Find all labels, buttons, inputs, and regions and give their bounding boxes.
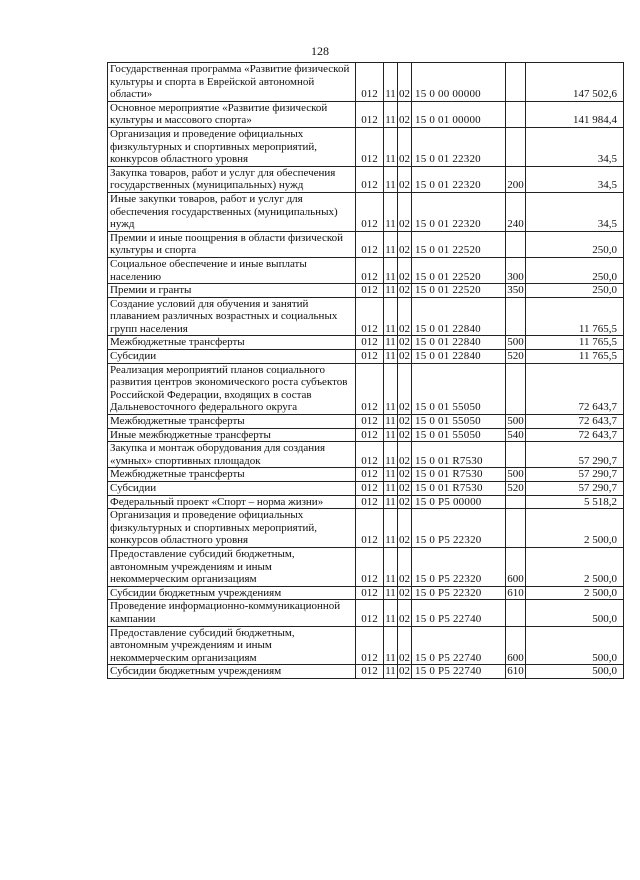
table-row — [108, 166, 624, 192]
expense-type-cell — [506, 363, 526, 414]
target-article-cell: 15 0 01 22320 — [412, 192, 506, 231]
section-code-cell: 11 — [385, 336, 396, 349]
row-name-cell: Субсидии бюджетным учреждениям — [108, 665, 356, 679]
grbs-code-cell: 012 — [356, 257, 384, 283]
section-code-cell: 11 — [384, 63, 398, 102]
expense-type-cell: 600 — [506, 547, 526, 586]
expense-type-cell: 500 — [507, 468, 524, 481]
amount-cell: 34,5 — [526, 192, 624, 231]
grbs-code-cell: 012 — [356, 428, 384, 442]
row-name-cell: Межбюджетные трансферты — [108, 468, 356, 482]
target-article-cell: 15 0 P5 22740 — [412, 600, 506, 626]
expense-type-cell — [506, 495, 526, 509]
row-name-cell: Субсидии — [108, 482, 356, 496]
table-row — [108, 415, 624, 429]
amount-cell: 141 984,4 — [526, 101, 624, 127]
amount-cell: 72 643,7 — [526, 415, 624, 429]
target-article-cell: 15 0 01 55050 — [412, 428, 506, 442]
grbs-code-cell: 012 — [356, 415, 384, 429]
expense-type-cell — [506, 63, 526, 102]
target-article-cell: 15 0 01 22840 — [412, 350, 506, 364]
table-row — [108, 442, 624, 468]
expense-type-cell: 350 — [507, 284, 524, 297]
table-row — [108, 257, 624, 283]
row-name-cell: Предоставление субсидий бюджетным, автономным учреждениям и иным некоммерческим организациям — [108, 626, 356, 665]
grbs-code-cell: 012 — [356, 547, 384, 586]
row-name-cell: Федеральный проект «Спорт – норма жизни» — [108, 495, 356, 509]
subsection-code-cell: 02 — [399, 665, 410, 678]
grbs-code-cell: 012 — [356, 336, 384, 350]
amount-cell: 57 290,7 — [526, 482, 624, 496]
expense-type-cell: 600 — [506, 626, 526, 665]
target-article-cell: 15 0 01 22520 — [412, 284, 506, 298]
grbs-code-cell: 012 — [356, 166, 384, 192]
amount-cell: 250,0 — [526, 284, 624, 298]
amount-cell: 11 765,5 — [526, 297, 624, 336]
section-code-cell: 11 — [384, 547, 398, 586]
amount-cell: 72 643,7 — [526, 363, 624, 414]
table-row — [108, 495, 624, 509]
table-row — [108, 192, 624, 231]
grbs-code-cell: 012 — [356, 350, 384, 364]
row-name-cell: Государственная программа «Развитие физической культуры и спорта в Еврейской автономной области» — [108, 63, 356, 102]
target-article-cell: 15 0 01 R7530 — [412, 442, 506, 468]
subsection-code-cell: 02 — [399, 482, 410, 494]
table-row — [108, 336, 624, 350]
subsection-code-cell: 02 — [398, 63, 412, 102]
grbs-code-cell: 012 — [356, 509, 384, 548]
subsection-code-cell: 02 — [398, 297, 412, 336]
table-row — [108, 284, 624, 298]
target-article-cell: 15 0 01 22520 — [412, 257, 506, 283]
amount-cell: 500,0 — [526, 600, 624, 626]
section-code-cell: 11 — [384, 231, 398, 257]
section-code-cell: 11 — [384, 363, 398, 414]
grbs-code-cell: 012 — [356, 442, 384, 468]
section-code-cell: 11 — [385, 350, 396, 363]
section-code-cell: 11 — [385, 586, 396, 599]
grbs-code-cell: 012 — [356, 297, 384, 336]
grbs-code-cell: 012 — [356, 586, 384, 600]
table-row — [108, 468, 624, 482]
subsection-code-cell: 02 — [398, 509, 412, 548]
expense-type-cell: 240 — [506, 192, 526, 231]
row-name-cell: Основное мероприятие «Развитие физической культуры и массового спорта» — [108, 101, 356, 127]
target-article-cell: 15 0 P5 22320 — [412, 509, 506, 548]
subsection-code-cell: 02 — [399, 586, 410, 599]
amount-cell: 11 765,5 — [526, 336, 624, 350]
subsection-code-cell: 02 — [399, 468, 410, 481]
row-name-cell: Закупка и монтаж оборудования для создания «умных» спортивных площадок — [108, 442, 356, 468]
grbs-code-cell: 012 — [356, 127, 384, 166]
section-code-cell: 11 — [384, 442, 398, 468]
section-code-cell: 11 — [384, 257, 398, 283]
grbs-code-cell: 012 — [356, 468, 384, 482]
expense-type-cell — [506, 297, 526, 336]
subsection-code-cell: 02 — [399, 284, 410, 297]
target-article-cell: 15 0 P5 22320 — [412, 586, 506, 600]
row-name-cell: Организация и проведение официальных физкультурных и спортивных мероприятий, конкурсов областного уровня — [108, 509, 356, 548]
amount-cell: 72 643,7 — [526, 428, 624, 442]
target-article-cell: 15 0 01 22840 — [412, 336, 506, 350]
amount-cell: 34,5 — [526, 127, 624, 166]
expense-type-cell: 500 — [507, 415, 524, 428]
amount-cell: 500,0 — [526, 665, 624, 679]
subsection-code-cell: 02 — [399, 336, 410, 349]
amount-cell: 34,5 — [526, 166, 624, 192]
section-code-cell: 11 — [384, 127, 398, 166]
subsection-code-cell: 02 — [398, 166, 412, 192]
row-name-cell: Межбюджетные трансферты — [108, 415, 356, 429]
amount-cell: 2 500,0 — [526, 509, 624, 548]
expense-type-cell — [506, 127, 526, 166]
grbs-code-cell: 012 — [356, 626, 384, 665]
subsection-code-cell: 02 — [399, 495, 410, 508]
expense-type-cell — [506, 101, 526, 127]
amount-cell: 11 765,5 — [526, 350, 624, 364]
subsection-code-cell: 02 — [398, 231, 412, 257]
section-code-cell: 11 — [385, 284, 396, 297]
target-article-cell: 15 0 P5 00000 — [412, 495, 506, 509]
subsection-code-cell: 02 — [398, 363, 412, 414]
amount-cell: 57 290,7 — [526, 442, 624, 468]
expense-type-cell: 520 — [507, 350, 524, 363]
section-code-cell: 11 — [385, 468, 396, 481]
grbs-code-cell: 012 — [356, 482, 384, 496]
expense-type-cell: 500 — [507, 336, 524, 349]
section-code-cell: 11 — [384, 192, 398, 231]
grbs-code-cell: 012 — [356, 363, 384, 414]
grbs-code-cell: 012 — [356, 284, 384, 298]
amount-cell: 5 518,2 — [526, 495, 624, 509]
page-number: 128 — [311, 44, 329, 58]
row-name-cell: Премии и гранты — [108, 284, 356, 298]
expense-type-cell — [506, 231, 526, 257]
subsection-code-cell: 02 — [398, 192, 412, 231]
table-row — [108, 350, 624, 364]
target-article-cell: 15 0 01 22840 — [412, 297, 506, 336]
subsection-code-cell: 02 — [398, 101, 412, 127]
expense-type-cell: 540 — [507, 428, 524, 441]
expense-type-cell: 610 — [507, 665, 524, 678]
table-row — [108, 600, 624, 626]
section-code-cell: 11 — [385, 482, 396, 494]
section-code-cell: 11 — [384, 297, 398, 336]
table-row — [108, 363, 624, 414]
subsection-code-cell: 02 — [398, 257, 412, 283]
amount-cell: 57 290,7 — [526, 468, 624, 482]
subsection-code-cell: 02 — [398, 127, 412, 166]
row-name-cell: Иные межбюджетные трансферты — [108, 428, 356, 442]
section-code-cell: 11 — [384, 509, 398, 548]
amount-cell: 2 500,0 — [526, 547, 624, 586]
table-row — [108, 231, 624, 257]
target-article-cell: 15 0 01 22320 — [412, 127, 506, 166]
row-name-cell: Предоставление субсидий бюджетным, автономным учреждениям и иным некоммерческим организациям — [108, 547, 356, 586]
target-article-cell: 15 0 01 55050 — [412, 415, 506, 429]
row-name-cell: Закупка товаров, работ и услуг для обеспечения государственных (муниципальных) нужд — [108, 166, 356, 192]
target-article-cell: 15 0 00 00000 — [412, 63, 506, 102]
row-name-cell: Субсидии бюджетным учреждениям — [108, 586, 356, 600]
budget-table-body — [108, 63, 624, 679]
grbs-code-cell: 012 — [356, 231, 384, 257]
table-row — [108, 101, 624, 127]
target-article-cell: 15 0 P5 22740 — [412, 626, 506, 665]
row-name-cell: Организация и проведение официальных физкультурных и спортивных мероприятий, конкурсов областного уровня — [108, 127, 356, 166]
expense-type-cell — [506, 509, 526, 548]
table-row — [108, 547, 624, 586]
table-row — [108, 428, 624, 442]
amount-cell: 500,0 — [526, 626, 624, 665]
subsection-code-cell: 02 — [398, 442, 412, 468]
table-row — [108, 127, 624, 166]
grbs-code-cell: 012 — [356, 192, 384, 231]
expense-type-cell — [506, 442, 526, 468]
row-name-cell: Иные закупки товаров, работ и услуг для обеспечения государственных (муниципальных) нужд — [108, 192, 356, 231]
grbs-code-cell: 012 — [356, 63, 384, 102]
expense-type-cell — [506, 600, 526, 626]
section-code-cell: 11 — [384, 166, 398, 192]
budget-table — [107, 62, 624, 679]
table-row — [108, 482, 624, 496]
section-code-cell: 11 — [385, 428, 396, 441]
subsection-code-cell: 02 — [399, 415, 410, 428]
target-article-cell: 15 0 01 55050 — [412, 363, 506, 414]
subsection-code-cell: 02 — [399, 350, 410, 363]
target-article-cell: 15 0 01 R7530 — [412, 482, 506, 496]
table-row — [108, 586, 624, 600]
amount-cell: 250,0 — [526, 257, 624, 283]
amount-cell: 250,0 — [526, 231, 624, 257]
amount-cell: 147 502,6 — [526, 63, 624, 102]
target-article-cell: 15 0 01 22320 — [412, 166, 506, 192]
table-row — [108, 626, 624, 665]
expense-type-cell: 610 — [507, 586, 524, 599]
table-row — [108, 509, 624, 548]
target-article-cell: 15 0 P5 22320 — [412, 547, 506, 586]
section-code-cell: 11 — [384, 626, 398, 665]
target-article-cell: 15 0 01 00000 — [412, 101, 506, 127]
subsection-code-cell: 02 — [398, 626, 412, 665]
expense-type-cell: 300 — [506, 257, 526, 283]
table-row — [108, 297, 624, 336]
table-row — [108, 63, 624, 102]
grbs-code-cell: 012 — [356, 495, 384, 509]
grbs-code-cell: 012 — [356, 101, 384, 127]
row-name-cell: Создание условий для обучения и занятий плаванием различных возрастных и социальных групп населения — [108, 297, 356, 336]
section-code-cell: 11 — [384, 600, 398, 626]
amount-cell: 2 500,0 — [526, 586, 624, 600]
grbs-code-cell: 012 — [356, 665, 384, 679]
section-code-cell: 11 — [385, 665, 396, 678]
row-name-cell: Проведение информационно-коммуникационной кампании — [108, 600, 356, 626]
row-name-cell: Реализация мероприятий планов социального развития центров экономического роста субъектов Российской Федерации, входящих в состав Дальневосточного федерального округа — [108, 363, 356, 414]
subsection-code-cell: 02 — [398, 600, 412, 626]
section-code-cell: 11 — [385, 495, 396, 508]
target-article-cell: 15 0 01 R7530 — [412, 468, 506, 482]
row-name-cell: Социальное обеспечение и иные выплаты населению — [108, 257, 356, 283]
target-article-cell: 15 0 P5 22740 — [412, 665, 506, 679]
row-name-cell: Премии и иные поощрения в области физической культуры и спорта — [108, 231, 356, 257]
expense-type-cell: 200 — [506, 166, 526, 192]
subsection-code-cell: 02 — [398, 547, 412, 586]
target-article-cell: 15 0 01 22520 — [412, 231, 506, 257]
section-code-cell: 11 — [385, 415, 396, 428]
expense-type-cell: 520 — [507, 482, 524, 494]
table-row — [108, 665, 624, 679]
grbs-code-cell: 012 — [356, 600, 384, 626]
row-name-cell: Субсидии — [108, 350, 356, 364]
row-name-cell: Межбюджетные трансферты — [108, 336, 356, 350]
section-code-cell: 11 — [384, 101, 398, 127]
subsection-code-cell: 02 — [399, 428, 410, 441]
